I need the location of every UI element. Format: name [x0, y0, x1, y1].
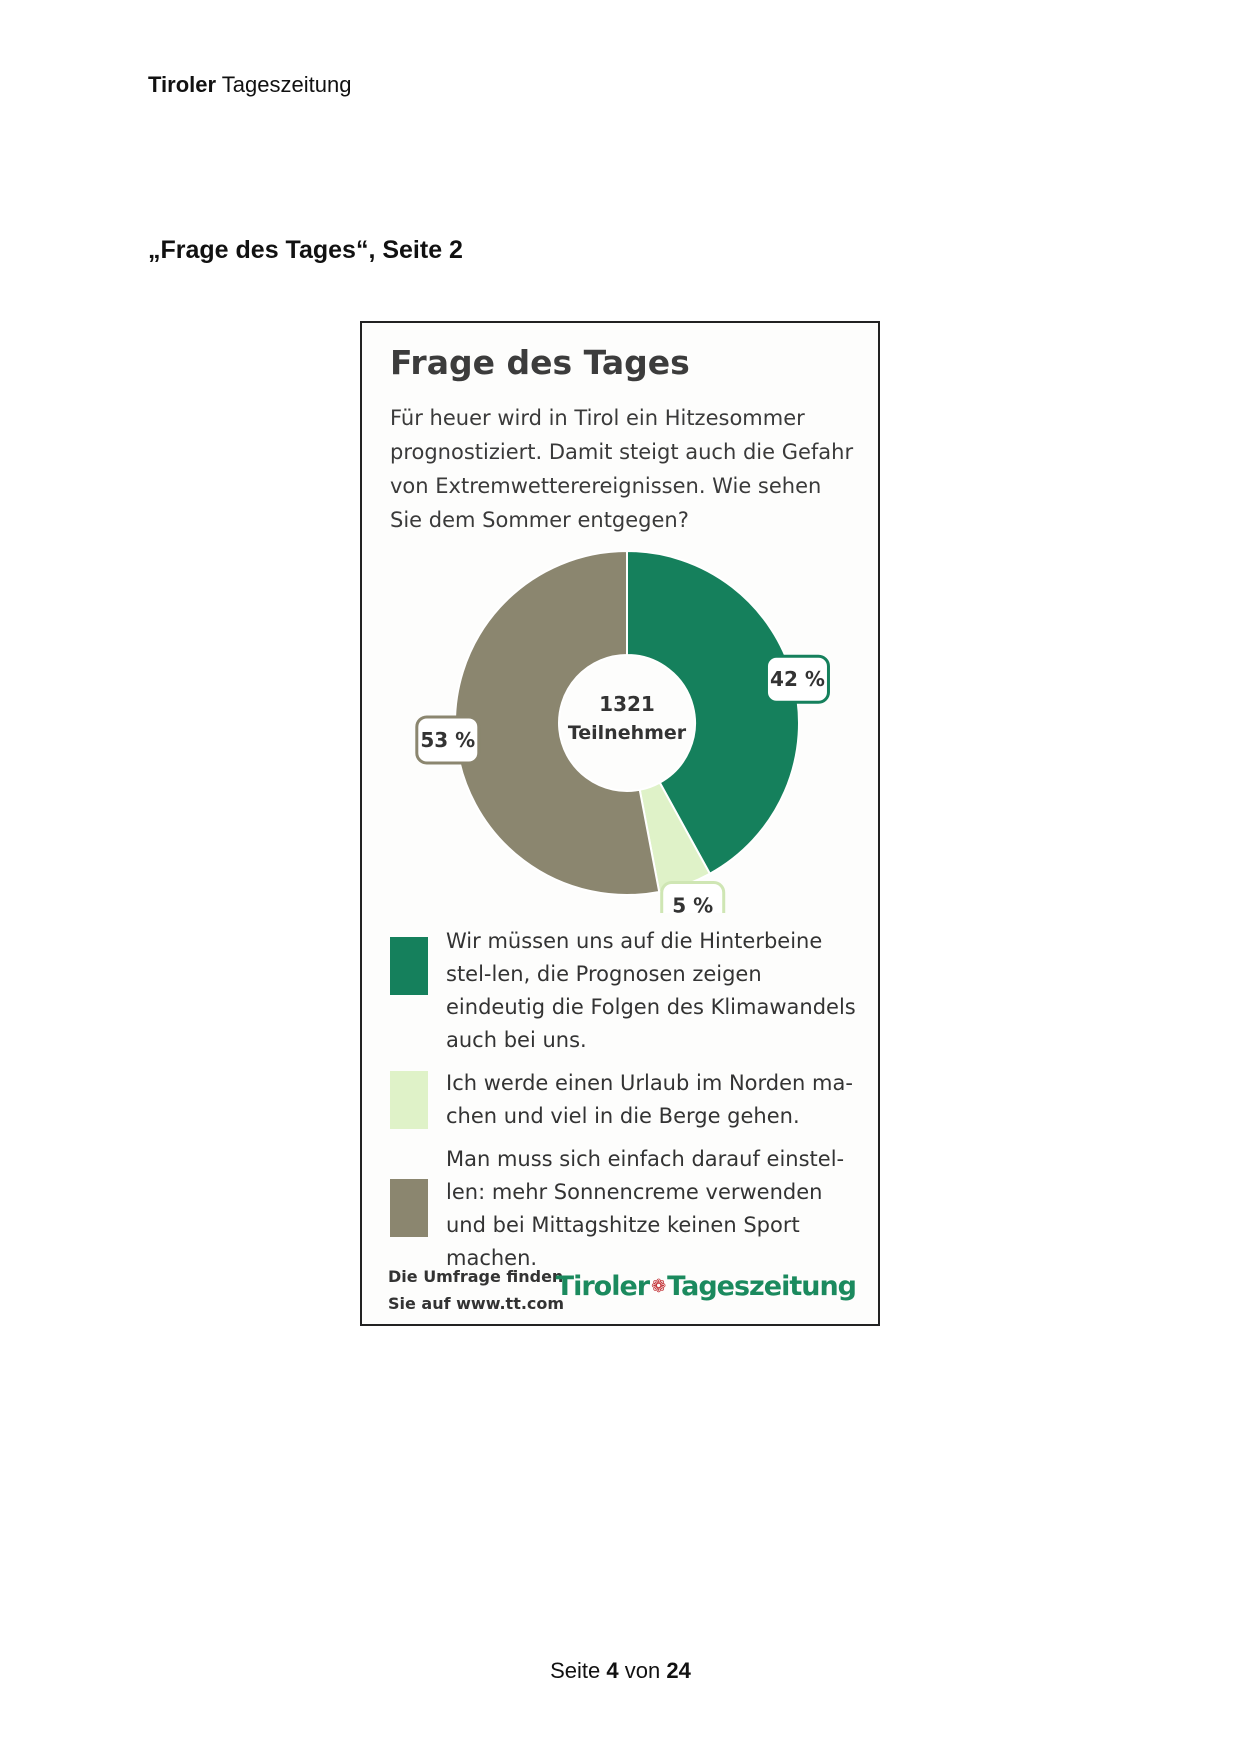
legend-text: Ich werde einen Urlaub im Norden ma-chen und viel in die Berge gehen.: [446, 1071, 853, 1128]
donut-chart: [362, 543, 878, 913]
label-agree-text: 42 %: [770, 667, 825, 692]
legend: [390, 925, 870, 1285]
eagle-icon: ❁: [651, 1276, 666, 1297]
header-brand-bold: Tiroler: [148, 72, 217, 97]
legend-text: Man muss sich einfach darauf einstel-len: mehr Sonnencreme verwenden und bei Mittagshitze keinen Sport machen.: [446, 1147, 845, 1270]
page-number: [0, 1658, 1241, 1684]
label-adapt-text: 53 %: [420, 727, 476, 752]
legend-item: [390, 925, 870, 1057]
brand-left: Tiroler: [555, 1271, 650, 1302]
page-prefix: Seite: [550, 1658, 601, 1683]
page-total: 24: [666, 1658, 691, 1683]
clip-footer-note: Die Umfrage finden Sie auf www.tt.com: [388, 1267, 565, 1313]
brand-logo: [556, 1271, 856, 1302]
legend-item: [390, 1143, 870, 1275]
legend-swatch-taupe: [390, 1179, 428, 1237]
legend-item: [390, 1067, 870, 1133]
page-current: 4: [606, 1658, 619, 1683]
page-mid: von: [624, 1658, 661, 1683]
clip-question: Für heuer wird in Tirol ein Hitzesommer prognostiziert. Damit steigt auch die Gefahr von Extremwetterereignissen. Wie sehen Sie dem Sommer entgegen?: [390, 406, 854, 532]
document-header: [148, 72, 351, 98]
center-count: 1321: [599, 692, 655, 716]
legend-text: Wir müssen uns auf die Hinterbeine stel-len, die Prognosen zeigen eindeutig die Folgen des Klimawandels auch bei uns.: [446, 929, 856, 1052]
clip-title: Frage des Tages: [390, 343, 690, 382]
newspaper-clipping: [360, 321, 880, 1326]
legend-swatch-light: [390, 1071, 428, 1129]
brand-right: Tageszeitung: [667, 1271, 856, 1302]
legend-swatch-green: [390, 937, 428, 995]
label-vacation-text: 5 %: [672, 893, 714, 913]
label-adapt: [417, 717, 479, 763]
label-vacation: [662, 883, 724, 913]
section-heading: „Frage des Tages“, Seite 2: [148, 236, 463, 264]
label-agree: [766, 656, 828, 702]
header-brand-regular: Tageszeitung: [221, 72, 352, 97]
center-label: Teilnehmer: [567, 722, 687, 744]
